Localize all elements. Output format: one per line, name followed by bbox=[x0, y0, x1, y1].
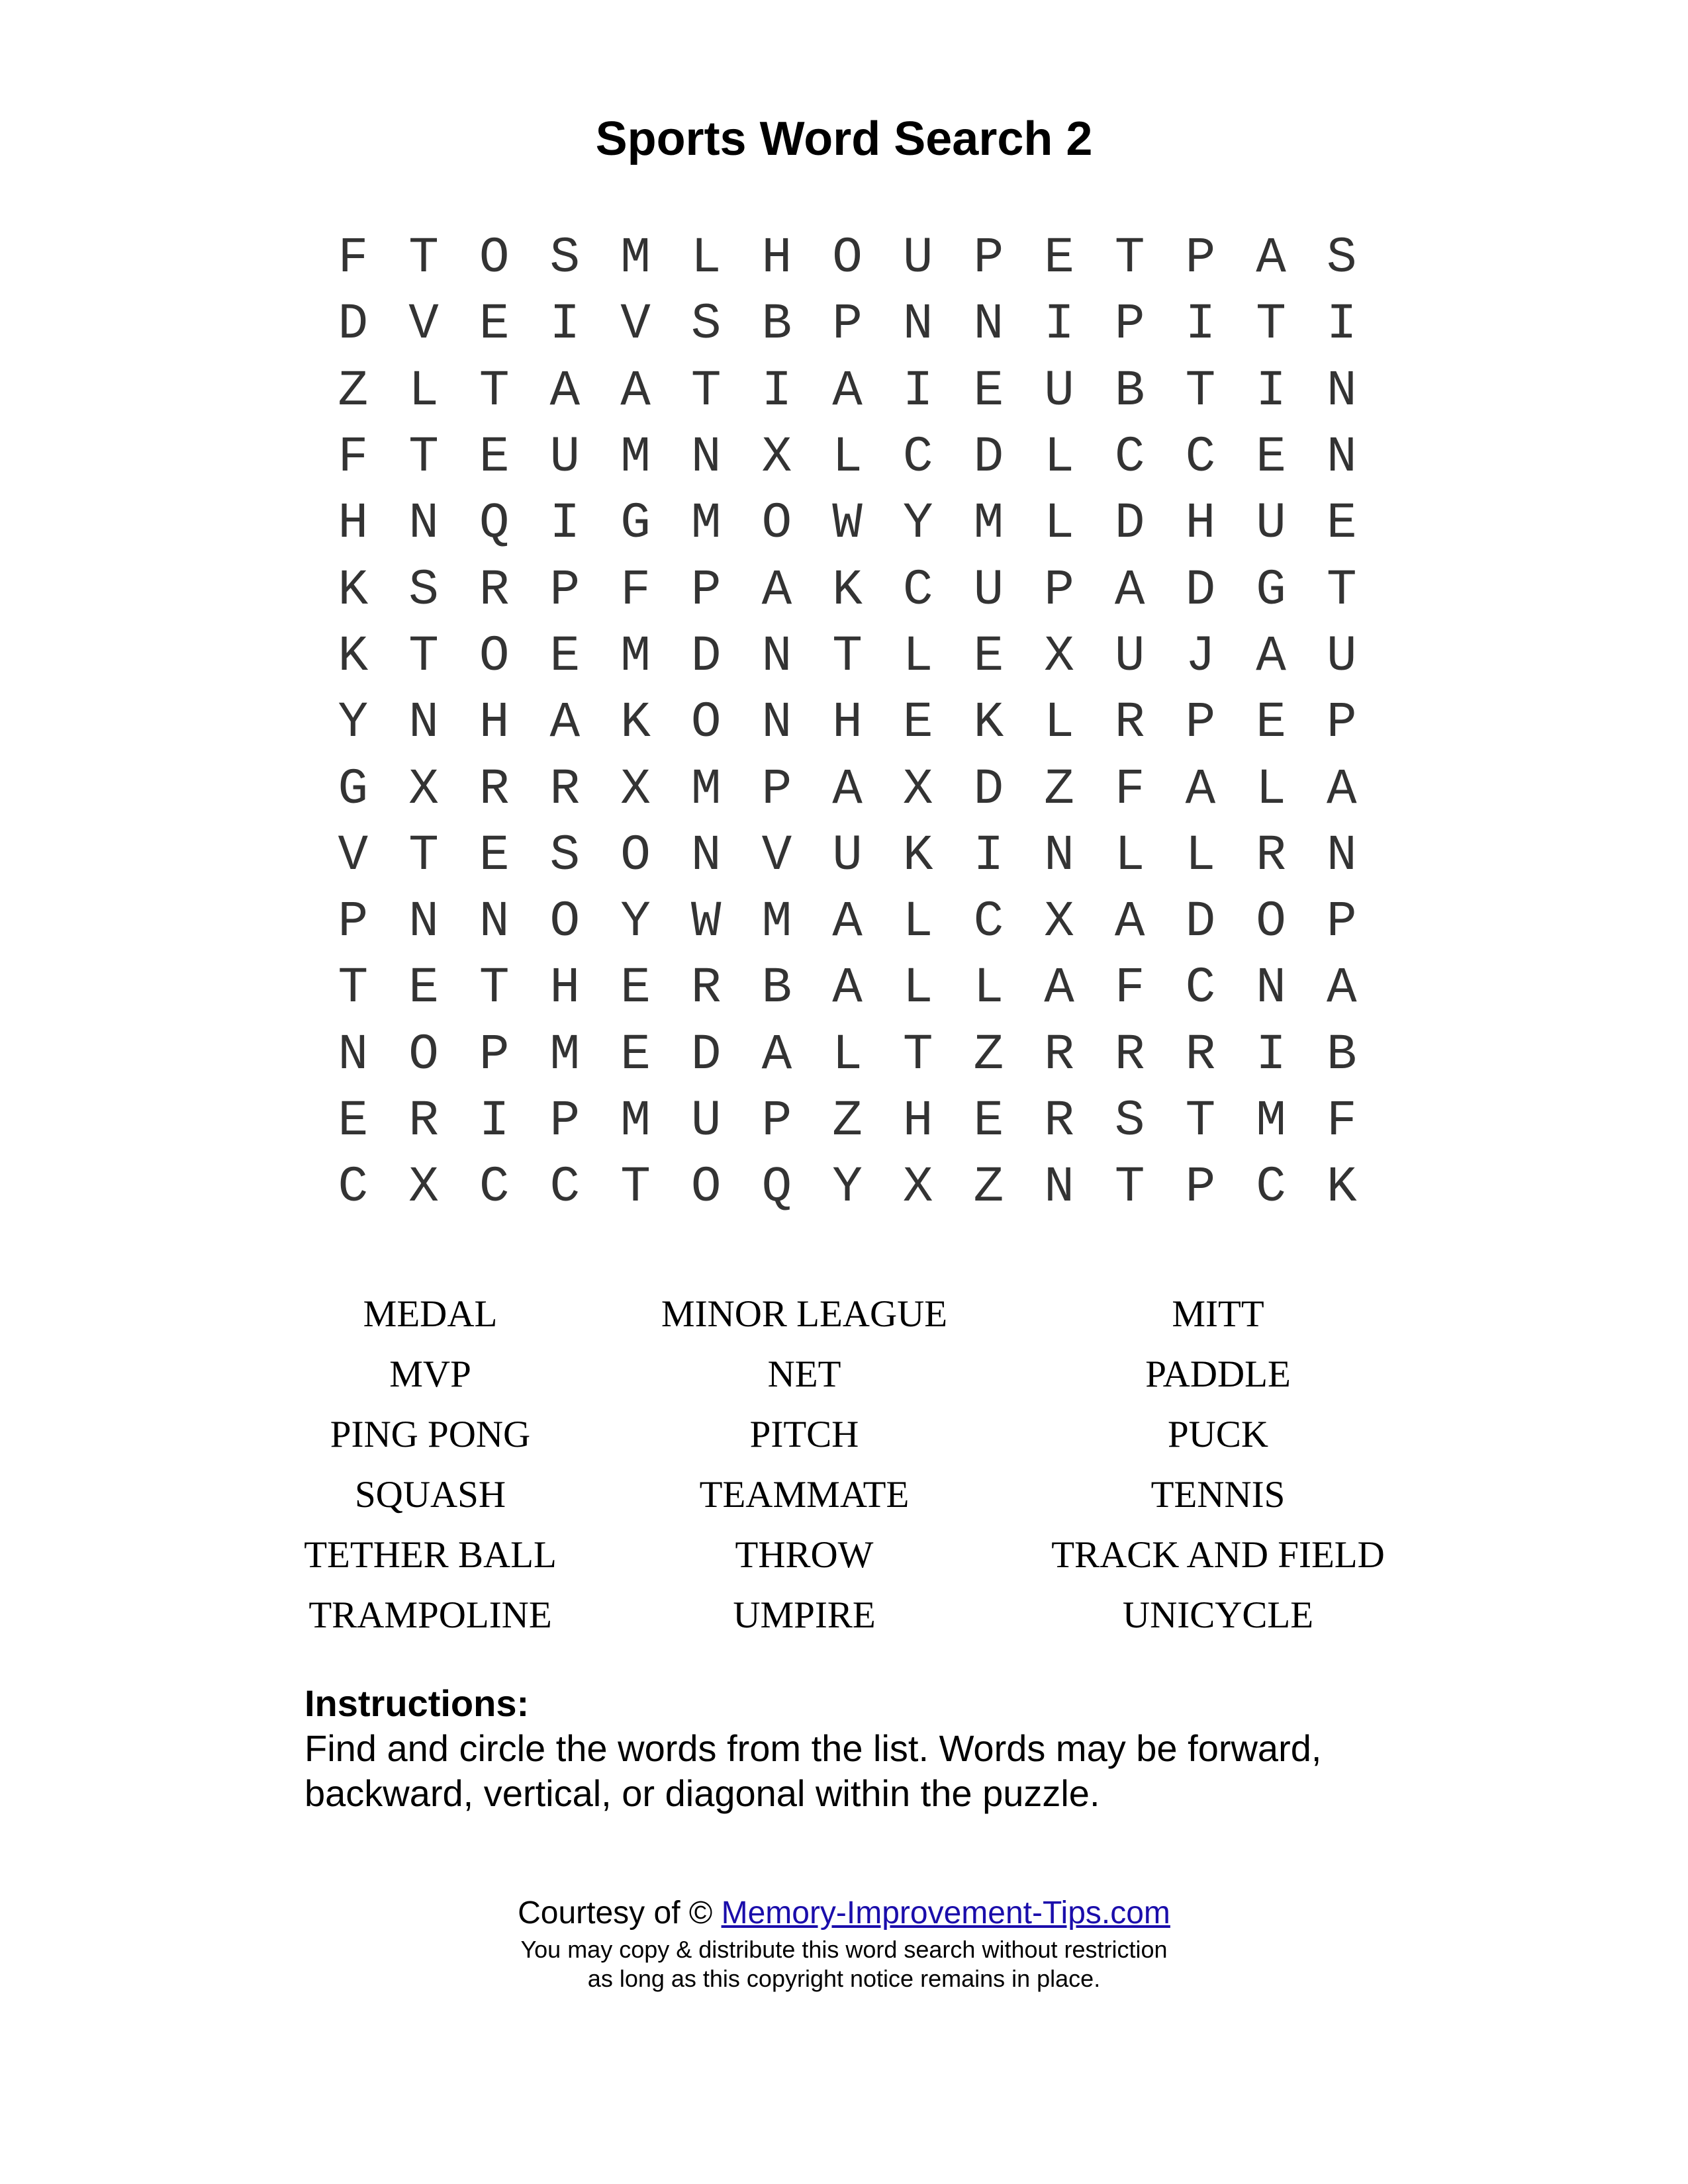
grid-letter[interactable]: K bbox=[902, 827, 933, 884]
grid-letter[interactable]: F bbox=[338, 230, 369, 287]
grid-letter[interactable]: A bbox=[549, 362, 581, 420]
grid-letter[interactable]: N bbox=[690, 827, 722, 884]
website-link[interactable]: Memory-Improvement-Tips.com bbox=[721, 1895, 1170, 1931]
grid-letter[interactable]: P bbox=[973, 230, 1004, 287]
grid-letter[interactable]: R bbox=[690, 960, 722, 1017]
grid-letter[interactable]: L bbox=[1256, 760, 1286, 818]
word-list-item: PITCH bbox=[749, 1414, 859, 1455]
grid-letter[interactable]: C bbox=[1114, 429, 1145, 486]
grid-row bbox=[318, 823, 1377, 889]
grid-letter[interactable]: H bbox=[479, 694, 510, 752]
grid-letter[interactable]: Z bbox=[973, 1159, 1004, 1216]
grid-letter[interactable]: N bbox=[1326, 429, 1357, 486]
grid-letter[interactable]: G bbox=[620, 495, 651, 553]
grid-letter[interactable]: A bbox=[832, 960, 863, 1017]
grid-letter[interactable]: B bbox=[761, 960, 792, 1017]
grid-letter[interactable]: Z bbox=[338, 362, 369, 420]
grid-letter[interactable]: A bbox=[832, 893, 863, 951]
grid-letter[interactable]: L bbox=[832, 429, 863, 486]
grid-letter[interactable]: N bbox=[338, 1026, 369, 1083]
grid-letter[interactable]: M bbox=[761, 893, 792, 951]
grid-letter[interactable]: E bbox=[973, 1093, 1004, 1150]
grid-letter[interactable]: T bbox=[408, 627, 439, 685]
grid-letter[interactable]: E bbox=[973, 627, 1004, 685]
instructions-heading: Instructions: bbox=[305, 1682, 530, 1724]
grid-letter[interactable]: H bbox=[549, 960, 581, 1017]
grid-letter[interactable]: L bbox=[1044, 495, 1074, 553]
grid-letter[interactable]: P bbox=[1185, 230, 1216, 287]
word-list-item: UMPIRE bbox=[733, 1594, 876, 1636]
grid-letter[interactable]: U bbox=[1044, 362, 1074, 420]
grid-row bbox=[318, 889, 1377, 955]
grid-letter[interactable]: P bbox=[761, 1093, 792, 1150]
grid-letter[interactable]: L bbox=[1044, 694, 1074, 752]
grid-letter[interactable]: Q bbox=[761, 1159, 792, 1216]
grid-letter[interactable]: H bbox=[902, 1093, 933, 1150]
grid-letter[interactable]: U bbox=[1114, 627, 1145, 685]
grid-letter[interactable]: Z bbox=[1044, 760, 1074, 818]
grid-letter[interactable]: R bbox=[479, 561, 510, 619]
grid-letter[interactable]: K bbox=[338, 627, 369, 685]
grid-letter[interactable]: S bbox=[1114, 1093, 1145, 1150]
grid-letter[interactable]: R bbox=[408, 1093, 439, 1150]
word-list-item: PING PONG bbox=[330, 1414, 531, 1455]
word-list-item: PUCK bbox=[1167, 1414, 1269, 1455]
grid-letter[interactable]: O bbox=[408, 1026, 439, 1083]
grid-letter[interactable]: L bbox=[1185, 827, 1216, 884]
grid-letter[interactable]: I bbox=[549, 296, 581, 353]
grid-letter[interactable]: N bbox=[1044, 1159, 1074, 1216]
grid-letter[interactable]: U bbox=[549, 429, 581, 486]
grid-letter[interactable]: E bbox=[902, 694, 933, 752]
grid-letter[interactable]: P bbox=[549, 1093, 581, 1150]
grid-letter[interactable]: P bbox=[1044, 561, 1074, 619]
grid-letter[interactable]: D bbox=[690, 1026, 722, 1083]
grid-letter[interactable]: A bbox=[1256, 627, 1286, 685]
word-list-item: SQUASH bbox=[354, 1474, 506, 1516]
grid-letter[interactable]: R bbox=[1044, 1026, 1074, 1083]
grid-letter[interactable]: A bbox=[761, 561, 792, 619]
grid-letter[interactable]: D bbox=[1185, 561, 1216, 619]
grid-letter[interactable]: M bbox=[620, 230, 651, 287]
word-list-item: PADDLE bbox=[1145, 1353, 1291, 1395]
grid-letter[interactable]: H bbox=[832, 694, 863, 752]
grid-letter[interactable]: T bbox=[1114, 1159, 1145, 1216]
word-search-grid bbox=[318, 225, 1377, 1220]
footer bbox=[0, 1891, 1688, 1993]
grid-letter[interactable]: R bbox=[1044, 1093, 1074, 1150]
grid-letter[interactable]: Z bbox=[973, 1026, 1004, 1083]
grid-letter[interactable]: N bbox=[1044, 827, 1074, 884]
grid-letter[interactable]: F bbox=[1326, 1093, 1357, 1150]
grid-letter[interactable]: C bbox=[338, 1159, 369, 1216]
grid-letter[interactable]: C bbox=[902, 561, 933, 619]
grid-letter[interactable]: N bbox=[690, 429, 722, 486]
grid-letter[interactable]: G bbox=[1256, 561, 1286, 619]
grid-letter[interactable]: L bbox=[902, 627, 933, 685]
grid-row bbox=[318, 1154, 1377, 1220]
grid-letter[interactable]: O bbox=[479, 627, 510, 685]
grid-letter[interactable]: E bbox=[479, 827, 510, 884]
grid-letter[interactable]: U bbox=[832, 827, 863, 884]
courtesy-label: Courtesy of © bbox=[518, 1895, 713, 1931]
word-list-item: TRAMPOLINE bbox=[308, 1594, 552, 1636]
grid-letter[interactable]: C bbox=[1256, 1159, 1286, 1216]
grid-letter[interactable]: N bbox=[408, 893, 439, 951]
grid-letter[interactable]: Q bbox=[479, 495, 510, 553]
grid-letter[interactable]: F bbox=[620, 561, 651, 619]
grid-row bbox=[318, 225, 1377, 291]
grid-letter[interactable]: M bbox=[690, 760, 722, 818]
grid-letter[interactable]: A bbox=[1114, 893, 1145, 951]
grid-letter[interactable]: G bbox=[338, 760, 369, 818]
grid-letter[interactable]: O bbox=[549, 893, 581, 951]
grid-letter[interactable]: P bbox=[1326, 893, 1357, 951]
grid-letter[interactable]: R bbox=[1114, 1026, 1145, 1083]
grid-letter[interactable]: A bbox=[1185, 760, 1216, 818]
grid-letter[interactable]: X bbox=[902, 1159, 933, 1216]
grid-letter[interactable]: I bbox=[973, 827, 1004, 884]
grid-letter[interactable]: L bbox=[408, 362, 439, 420]
instructions-block bbox=[305, 1681, 1430, 1816]
grid-letter[interactable]: T bbox=[832, 627, 863, 685]
grid-letter[interactable]: D bbox=[973, 760, 1004, 818]
grid-letter[interactable]: V bbox=[408, 296, 439, 353]
grid-row bbox=[318, 623, 1377, 690]
grid-letter[interactable]: N bbox=[1326, 827, 1357, 884]
instructions-text: Find and circle the words from the list. Words may be forward, backward, vertical, or diagonal within the puzzle. bbox=[305, 1727, 1322, 1814]
grid-letter[interactable]: U bbox=[690, 1093, 722, 1150]
grid-letter[interactable]: T bbox=[408, 230, 439, 287]
grid-letter[interactable]: X bbox=[761, 429, 792, 486]
word-list-item: MINOR LEAGUE bbox=[661, 1293, 948, 1335]
grid-letter[interactable]: M bbox=[620, 627, 651, 685]
grid-letter[interactable]: S bbox=[690, 296, 722, 353]
grid-letter[interactable]: A bbox=[1256, 230, 1286, 287]
word-list-item: TENNIS bbox=[1150, 1474, 1286, 1516]
grid-letter[interactable]: O bbox=[479, 230, 510, 287]
grid-letter[interactable]: U bbox=[902, 230, 933, 287]
grid-letter[interactable]: A bbox=[1326, 760, 1357, 818]
grid-letter[interactable]: T bbox=[1185, 362, 1216, 420]
grid-letter[interactable]: X bbox=[902, 760, 933, 818]
grid-letter[interactable]: R bbox=[1185, 1026, 1216, 1083]
grid-letter[interactable]: B bbox=[761, 296, 792, 353]
grid-letter[interactable]: P bbox=[761, 760, 792, 818]
grid-letter[interactable]: O bbox=[1256, 893, 1286, 951]
word-list-item: TEAMMATE bbox=[699, 1474, 910, 1516]
grid-letter[interactable]: S bbox=[1326, 230, 1357, 287]
grid-letter[interactable]: B bbox=[1326, 1026, 1357, 1083]
grid-letter[interactable]: L bbox=[1114, 827, 1145, 884]
grid-letter[interactable]: T bbox=[408, 429, 439, 486]
word-list-item: NET bbox=[767, 1353, 841, 1395]
word-list-item: TETHER BALL bbox=[304, 1534, 557, 1576]
grid-letter[interactable]: L bbox=[902, 893, 933, 951]
grid-letter[interactable]: V bbox=[761, 827, 792, 884]
grid-letter[interactable]: N bbox=[973, 296, 1004, 353]
grid-letter[interactable]: L bbox=[902, 960, 933, 1017]
grid-letter[interactable]: R bbox=[1114, 694, 1145, 752]
word-list-item: MITT bbox=[1172, 1293, 1264, 1335]
grid-letter[interactable]: M bbox=[973, 495, 1004, 553]
grid-letter[interactable]: X bbox=[408, 760, 439, 818]
grid-letter[interactable]: P bbox=[1185, 694, 1216, 752]
grid-letter[interactable]: P bbox=[338, 893, 369, 951]
courtesy-line bbox=[0, 1891, 1688, 1935]
grid-letter[interactable]: R bbox=[1256, 827, 1286, 884]
grid-letter[interactable]: P bbox=[549, 561, 581, 619]
grid-letter[interactable]: V bbox=[338, 827, 369, 884]
grid-letter[interactable]: D bbox=[1114, 495, 1145, 553]
grid-letter[interactable]: C bbox=[902, 429, 933, 486]
grid-letter[interactable]: R bbox=[549, 760, 581, 818]
grid-letter[interactable]: T bbox=[1326, 561, 1357, 619]
grid-letter[interactable]: Y bbox=[338, 694, 369, 752]
grid-letter[interactable]: C bbox=[1185, 429, 1216, 486]
word-list-item: TRACK AND FIELD bbox=[1051, 1534, 1385, 1576]
grid-letter[interactable]: P bbox=[1185, 1159, 1216, 1216]
grid-letter[interactable]: U bbox=[1326, 627, 1357, 685]
grid-letter[interactable]: L bbox=[690, 230, 722, 287]
grid-letter[interactable]: T bbox=[690, 362, 722, 420]
grid-letter[interactable]: Y bbox=[620, 893, 651, 951]
grid-row bbox=[318, 291, 1377, 357]
grid-letter[interactable]: W bbox=[690, 893, 722, 951]
grid-letter[interactable]: K bbox=[620, 694, 651, 752]
grid-letter[interactable]: P bbox=[479, 1026, 510, 1083]
grid-row bbox=[318, 1022, 1377, 1088]
grid-letter[interactable]: X bbox=[620, 760, 651, 818]
grid-letter[interactable]: I bbox=[479, 1093, 510, 1150]
grid-letter[interactable]: E bbox=[479, 296, 510, 353]
grid-letter[interactable]: P bbox=[832, 296, 863, 353]
grid-letter[interactable]: A bbox=[1326, 960, 1357, 1017]
grid-letter[interactable]: F bbox=[1114, 960, 1145, 1017]
grid-letter[interactable]: E bbox=[1326, 495, 1357, 553]
grid-letter[interactable]: H bbox=[1185, 495, 1216, 553]
grid-letter[interactable]: O bbox=[690, 694, 722, 752]
grid-letter[interactable]: E bbox=[1044, 230, 1074, 287]
grid-letter[interactable]: F bbox=[1114, 760, 1145, 818]
grid-letter[interactable]: I bbox=[1326, 296, 1357, 353]
grid-letter[interactable]: I bbox=[549, 495, 581, 553]
grid-letter[interactable]: T bbox=[338, 960, 369, 1017]
grid-letter[interactable]: U bbox=[973, 561, 1004, 619]
grid-letter[interactable]: S bbox=[408, 561, 439, 619]
grid-letter[interactable]: X bbox=[408, 1159, 439, 1216]
grid-letter[interactable]: A bbox=[549, 694, 581, 752]
grid-letter[interactable]: M bbox=[620, 1093, 651, 1150]
grid-letter[interactable]: P bbox=[1326, 694, 1357, 752]
grid-letter[interactable]: A bbox=[832, 760, 863, 818]
grid-letter[interactable]: M bbox=[1256, 1093, 1286, 1150]
grid-letter[interactable]: N bbox=[902, 296, 933, 353]
grid-letter[interactable]: U bbox=[1256, 495, 1286, 553]
grid-letter[interactable]: C bbox=[549, 1159, 581, 1216]
page-title: Sports Word Search 2 bbox=[595, 113, 1093, 165]
grid-letter[interactable]: L bbox=[832, 1026, 863, 1083]
grid-letter[interactable]: E bbox=[479, 429, 510, 486]
grid-letter[interactable]: N bbox=[479, 893, 510, 951]
grid-row bbox=[318, 358, 1377, 424]
grid-row bbox=[318, 490, 1377, 557]
grid-letter[interactable]: T bbox=[479, 362, 510, 420]
grid-letter[interactable]: P bbox=[1114, 296, 1145, 353]
grid-letter[interactable]: N bbox=[761, 627, 792, 685]
grid-letter[interactable]: E bbox=[1256, 429, 1286, 486]
grid-letter[interactable]: L bbox=[1044, 429, 1074, 486]
grid-letter[interactable]: L bbox=[973, 960, 1004, 1017]
grid-row bbox=[318, 955, 1377, 1021]
grid-letter[interactable]: E bbox=[338, 1093, 369, 1150]
grid-letter[interactable]: Y bbox=[902, 495, 933, 553]
grid-letter[interactable]: P bbox=[690, 561, 722, 619]
grid-row bbox=[318, 690, 1377, 756]
grid-letter[interactable]: I bbox=[1256, 362, 1286, 420]
grid-letter[interactable]: I bbox=[902, 362, 933, 420]
grid-letter[interactable]: A bbox=[761, 1026, 792, 1083]
grid-letter[interactable]: K bbox=[973, 694, 1004, 752]
grid-row bbox=[318, 424, 1377, 490]
grid-letter[interactable]: X bbox=[1044, 627, 1074, 685]
grid-letter[interactable]: M bbox=[620, 429, 651, 486]
grid-letter[interactable]: N bbox=[408, 694, 439, 752]
grid-letter[interactable]: E bbox=[620, 1026, 651, 1083]
grid-letter[interactable]: K bbox=[832, 561, 863, 619]
grid-letter[interactable]: O bbox=[832, 230, 863, 287]
grid-letter[interactable]: R bbox=[479, 760, 510, 818]
grid-letter[interactable]: H bbox=[338, 495, 369, 553]
word-list bbox=[265, 1284, 1423, 1645]
grid-letter[interactable]: N bbox=[1256, 960, 1286, 1017]
grid-letter[interactable]: O bbox=[761, 495, 792, 553]
grid-letter[interactable]: T bbox=[408, 827, 439, 884]
grid-letter[interactable]: A bbox=[832, 362, 863, 420]
grid-letter[interactable]: M bbox=[549, 1026, 581, 1083]
grid-letter[interactable]: D bbox=[973, 429, 1004, 486]
grid-letter[interactable]: E bbox=[549, 627, 581, 685]
grid-letter[interactable]: D bbox=[690, 627, 722, 685]
grid-letter[interactable]: E bbox=[973, 362, 1004, 420]
grid-letter[interactable]: I bbox=[761, 362, 792, 420]
grid-letter[interactable]: E bbox=[408, 960, 439, 1017]
grid-letter[interactable]: T bbox=[1185, 1093, 1216, 1150]
grid-letter[interactable]: M bbox=[690, 495, 722, 553]
grid-letter[interactable]: N bbox=[408, 495, 439, 553]
grid-letter[interactable]: C bbox=[479, 1159, 510, 1216]
grid-letter[interactable]: D bbox=[1185, 893, 1216, 951]
grid-letter[interactable]: K bbox=[338, 561, 369, 619]
grid-letter[interactable]: T bbox=[620, 1159, 651, 1216]
word-list-item: THROW bbox=[735, 1534, 874, 1576]
grid-letter[interactable]: T bbox=[1256, 296, 1286, 353]
grid-letter[interactable]: D bbox=[338, 296, 369, 353]
grid-row bbox=[318, 557, 1377, 623]
grid-letter[interactable]: Z bbox=[832, 1093, 863, 1150]
grid-letter[interactable]: E bbox=[1256, 694, 1286, 752]
grid-letter[interactable]: Y bbox=[832, 1159, 863, 1216]
grid-letter[interactable]: A bbox=[1114, 561, 1145, 619]
grid-letter[interactable]: I bbox=[1044, 296, 1074, 353]
grid-letter[interactable]: I bbox=[1185, 296, 1216, 353]
grid-letter[interactable]: F bbox=[338, 429, 369, 486]
grid-letter[interactable]: S bbox=[549, 827, 581, 884]
grid-row bbox=[318, 756, 1377, 822]
copyright-notice-line-1: You may copy & distribute this word search without restriction bbox=[520, 1936, 1168, 1963]
grid-letter[interactable]: N bbox=[1326, 362, 1357, 420]
grid-letter[interactable]: V bbox=[620, 296, 651, 353]
copyright-notice-line-2: as long as this copyright notice remains in place. bbox=[587, 1965, 1101, 1992]
grid-letter[interactable]: T bbox=[902, 1026, 933, 1083]
word-list-item: MEDAL bbox=[363, 1293, 498, 1335]
grid-letter[interactable]: C bbox=[973, 893, 1004, 951]
word-list-item: MVP bbox=[389, 1353, 471, 1395]
grid-letter[interactable]: K bbox=[1326, 1159, 1357, 1216]
grid-letter[interactable]: T bbox=[1114, 230, 1145, 287]
grid-letter[interactable]: E bbox=[620, 960, 651, 1017]
grid-letter[interactable]: C bbox=[1185, 960, 1216, 1017]
grid-letter[interactable]: H bbox=[761, 230, 792, 287]
grid-letter[interactable]: N bbox=[761, 694, 792, 752]
grid-letter[interactable]: A bbox=[620, 362, 651, 420]
grid-letter[interactable]: W bbox=[832, 495, 863, 553]
grid-letter[interactable]: I bbox=[1256, 1026, 1286, 1083]
grid-letter[interactable]: S bbox=[549, 230, 581, 287]
word-list-item: UNICYCLE bbox=[1122, 1594, 1314, 1636]
grid-letter[interactable]: O bbox=[620, 827, 651, 884]
grid-letter[interactable]: O bbox=[690, 1159, 722, 1216]
grid-letter[interactable]: J bbox=[1185, 627, 1216, 685]
grid-letter[interactable]: B bbox=[1114, 362, 1145, 420]
grid-letter[interactable]: X bbox=[1044, 893, 1074, 951]
grid-letter[interactable]: T bbox=[479, 960, 510, 1017]
grid-row bbox=[318, 1088, 1377, 1154]
grid-letter[interactable]: A bbox=[1044, 960, 1074, 1017]
